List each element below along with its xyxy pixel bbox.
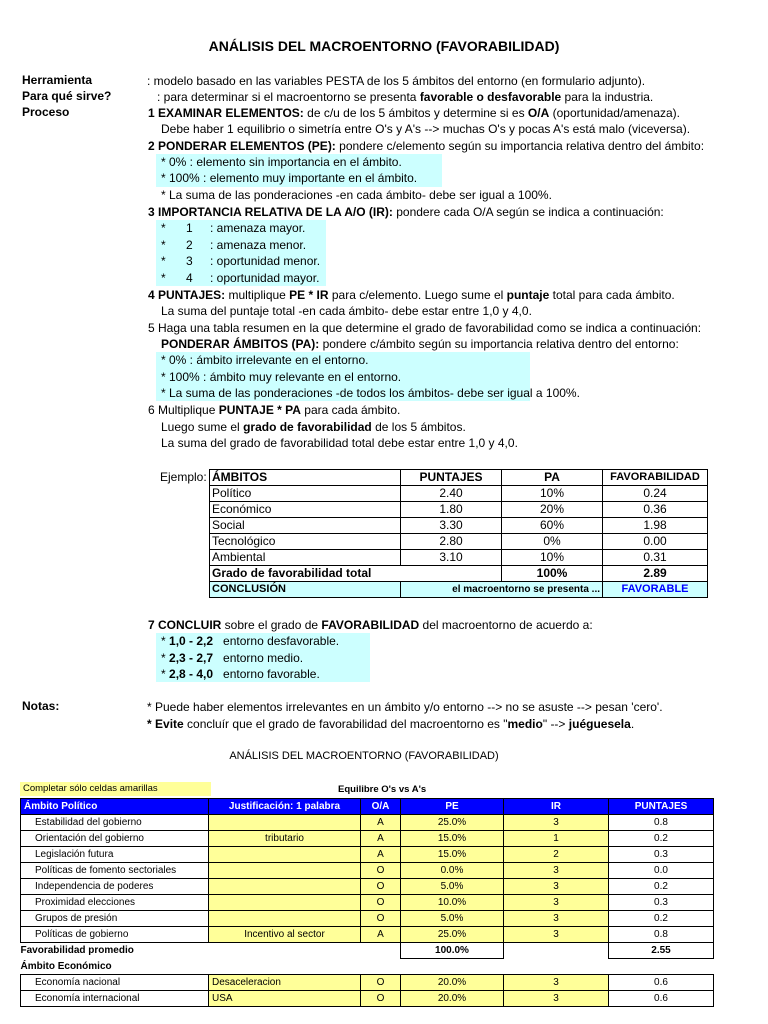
table-row bbox=[210, 518, 708, 534]
puntaje-cell: 0.2 bbox=[609, 831, 714, 847]
ir-cell[interactable]: 3 bbox=[504, 911, 609, 927]
cell: 1.80 bbox=[401, 502, 502, 518]
pe-cell[interactable]: 25.0% bbox=[401, 927, 504, 943]
cell: Tecnológico bbox=[210, 534, 401, 550]
element-name: Proximidad elecciones bbox=[21, 895, 209, 911]
completar-note: Completar sólo celdas amarillas bbox=[20, 782, 211, 796]
step7-line1: 7 CONCLUIR sobre el grado de FAVORABILIDAD del macroentorno de acuerdo a: bbox=[148, 618, 593, 632]
puntaje-cell: 0.2 bbox=[609, 911, 714, 927]
step1-line1: 1 EXAMINAR ELEMENTOS: de c/u de los 5 ámbitos y determine si es O/A (oportunidad/amenaza). bbox=[148, 106, 681, 120]
oa-cell[interactable]: O bbox=[361, 879, 401, 895]
step3-item-0: * 1 : amenaza mayor. bbox=[161, 221, 306, 235]
conclusion-label: CONCLUSIÓN bbox=[210, 582, 401, 598]
step3-item-1: * 2 : amenaza menor. bbox=[161, 238, 307, 252]
step1-line2: Debe haber 1 equilibrio o simetría entre O's y A's --> muchas O's y pocas A's está malo (viceversa). bbox=[161, 122, 691, 136]
ir-cell[interactable]: 3 bbox=[504, 879, 609, 895]
equilibre-note: Equilibre O's vs A's bbox=[338, 784, 427, 795]
puntaje-cell: 0.8 bbox=[609, 927, 714, 943]
header-puntajes: PUNTAJES bbox=[609, 799, 714, 815]
cell: Ambiental bbox=[210, 550, 401, 566]
header-pe: PE bbox=[401, 799, 504, 815]
herramienta-text: : modelo basado en las variables PESTA de los 5 ámbitos del entorno (en formulario adjunto). bbox=[147, 74, 646, 88]
example-total-row bbox=[210, 566, 708, 582]
ir-cell[interactable]: 3 bbox=[504, 975, 609, 991]
page-title: ANÁLISIS DEL MACROENTORNO (FAVORABILIDAD) bbox=[208, 38, 560, 54]
oa-cell[interactable]: O bbox=[361, 895, 401, 911]
justificacion-cell[interactable]: tributario bbox=[209, 831, 361, 847]
ir-cell[interactable]: 1 bbox=[504, 831, 609, 847]
element-name: Independencia de poderes bbox=[21, 879, 209, 895]
element-name: Estabilidad del gobierno bbox=[21, 815, 209, 831]
step2-note: * La suma de las ponderaciones -en cada ámbito- debe ser igual a 100%. bbox=[161, 188, 552, 202]
ejemplo-label: Ejemplo: bbox=[160, 470, 207, 484]
element-name: Economía internacional bbox=[21, 991, 209, 1007]
pe-cell[interactable]: 10.0% bbox=[401, 895, 504, 911]
cell: 20% bbox=[502, 502, 603, 518]
label-para-que: Para qué sirve? bbox=[22, 89, 112, 103]
ir-cell[interactable]: 3 bbox=[504, 895, 609, 911]
ir-cell[interactable]: 3 bbox=[504, 815, 609, 831]
cell: 2.40 bbox=[401, 486, 502, 502]
ambito-economico-label: Ámbito Económico bbox=[20, 961, 112, 972]
element-name: Legislación futura bbox=[21, 847, 209, 863]
oa-cell[interactable]: O bbox=[361, 991, 401, 1007]
example-header-pa: PA bbox=[502, 470, 603, 486]
pe-cell[interactable]: 5.0% bbox=[401, 911, 504, 927]
cell: 0.36 bbox=[603, 502, 708, 518]
total-pa: 100% bbox=[502, 566, 603, 582]
cell: Social bbox=[210, 518, 401, 534]
cell: 10% bbox=[502, 550, 603, 566]
justificacion-cell[interactable] bbox=[209, 911, 361, 927]
justificacion-cell[interactable]: Desaceleracion bbox=[209, 975, 361, 991]
step6-line1: 6 Multiplique PUNTAJE * PA para cada ámbito. bbox=[148, 403, 401, 417]
step5-line2: PONDERAR ÁMBITOS (PA): pondere c/ámbito según su importancia relativa dentro del entorno: bbox=[161, 337, 679, 351]
ir-cell[interactable]: 3 bbox=[504, 927, 609, 943]
example-header-favorabilidad: FAVORABILIDAD bbox=[603, 470, 708, 486]
para-que-text: : para determinar si el macroentorno se presenta favorable o desfavorable para la industria. bbox=[157, 90, 654, 104]
empty-cell bbox=[209, 943, 361, 959]
prom-puntaje: 2.55 bbox=[609, 943, 714, 959]
step5-item-0: * 0% : ámbito irrelevante en el entorno. bbox=[161, 353, 369, 367]
empty-cell bbox=[361, 943, 401, 959]
table-row bbox=[21, 895, 714, 911]
oa-cell[interactable]: O bbox=[361, 975, 401, 991]
element-name: Políticas de fomento sectoriales bbox=[21, 863, 209, 879]
label-notas: Notas: bbox=[22, 699, 60, 713]
table-row bbox=[21, 831, 714, 847]
element-name: Grupos de presión bbox=[21, 911, 209, 927]
puntaje-cell: 0.8 bbox=[609, 815, 714, 831]
economico-header-row bbox=[21, 959, 714, 975]
table-row bbox=[21, 815, 714, 831]
table-row bbox=[21, 911, 714, 927]
notas-line1: * Puede haber elementos irrelevantes en un ámbito y/o entorno --> no se asuste --> pesan 'cero'. bbox=[147, 700, 663, 714]
step4-line2: La suma del puntaje total -en cada ámbito- debe estar entre 1,0 y 4,0. bbox=[161, 304, 532, 318]
cell: 0% bbox=[502, 534, 603, 550]
pe-cell[interactable]: 20.0% bbox=[401, 975, 504, 991]
cell: 10% bbox=[502, 486, 603, 502]
justificacion-cell[interactable]: USA bbox=[209, 991, 361, 1007]
ambitos-table bbox=[20, 798, 714, 1007]
pe-cell[interactable]: 15.0% bbox=[401, 831, 504, 847]
step5-note: * La suma de las ponderaciones -de todos los ámbitos- debe ser igual a 100%. bbox=[161, 386, 580, 400]
step3-line1: 3 IMPORTANCIA RELATIVA DE LA A/O (IR): pondere cada O/A según se indica a continuación: bbox=[148, 205, 664, 219]
prom-label: Favorabilidad promedio bbox=[20, 945, 134, 957]
pe-cell[interactable]: 5.0% bbox=[401, 879, 504, 895]
example-header-puntajes: PUNTAJES bbox=[401, 470, 502, 486]
example-header-row bbox=[210, 470, 708, 486]
label-proceso: Proceso bbox=[22, 105, 70, 119]
cell: 0.00 bbox=[603, 534, 708, 550]
conclusion-text: el macroentorno se presenta ... bbox=[401, 582, 603, 598]
cell: Político bbox=[210, 486, 401, 502]
justificacion-cell[interactable] bbox=[209, 863, 361, 879]
oa-cell[interactable]: A bbox=[361, 815, 401, 831]
element-name: Políticas de gobierno bbox=[21, 927, 209, 943]
step6-line2: Luego sume el grado de favorabilidad de los 5 ámbitos. bbox=[161, 420, 466, 434]
notas-line2: * Evite concluír que el grado de favorabilidad del macroentorno es "medio" --> juéguesela. bbox=[147, 717, 635, 731]
example-table bbox=[209, 469, 708, 598]
cell: 60% bbox=[502, 518, 603, 534]
step7-item-0: * 1,0 - 2,2 entorno desfavorable. bbox=[161, 634, 340, 648]
step5-item-1: * 100% : ámbito muy relevante en el entorno. bbox=[161, 370, 402, 384]
justificacion-cell[interactable] bbox=[209, 879, 361, 895]
cell: 2.80 bbox=[401, 534, 502, 550]
table-row bbox=[210, 486, 708, 502]
header-oa: O/A bbox=[361, 799, 401, 815]
table-row bbox=[210, 502, 708, 518]
example-conclusion-row bbox=[210, 582, 708, 598]
element-name: Orientación del gobierno bbox=[21, 831, 209, 847]
cell: 0.31 bbox=[603, 550, 708, 566]
header-ir: IR bbox=[504, 799, 609, 815]
puntaje-cell: 0.6 bbox=[609, 991, 714, 1007]
table-row bbox=[210, 534, 708, 550]
table-row bbox=[21, 927, 714, 943]
table-row bbox=[210, 550, 708, 566]
puntaje-cell: 0.3 bbox=[609, 847, 714, 863]
header-row bbox=[21, 799, 714, 815]
justificacion-cell[interactable] bbox=[209, 895, 361, 911]
justificacion-cell[interactable]: Incentivo al sector bbox=[209, 927, 361, 943]
cell: 3.10 bbox=[401, 550, 502, 566]
header-ambito-politico: Ámbito Político bbox=[21, 799, 209, 815]
puntaje-cell: 0.2 bbox=[609, 879, 714, 895]
justificacion-cell[interactable] bbox=[209, 847, 361, 863]
total-label: Grado de favorabilidad total bbox=[210, 566, 502, 582]
cell: 0.24 bbox=[603, 486, 708, 502]
oa-cell[interactable]: O bbox=[361, 863, 401, 879]
table-row bbox=[21, 879, 714, 895]
label-herramienta: Herramienta bbox=[22, 73, 93, 87]
example-header-ambitos: ÁMBITOS bbox=[210, 470, 401, 486]
step4-line1: 4 PUNTAJES: multiplique PE * IR para c/elemento. Luego sume el puntaje total para cada ámbito. bbox=[148, 288, 675, 302]
oa-cell[interactable]: A bbox=[361, 847, 401, 863]
justificacion-cell[interactable] bbox=[209, 815, 361, 831]
step3-item-2: * 3 : oportunidad menor. bbox=[161, 254, 321, 268]
step6-line3: La suma del grado de favorabilidad total debe estar entre 1,0 y 4,0. bbox=[161, 436, 518, 450]
oa-cell[interactable]: A bbox=[361, 927, 401, 943]
empty-cell bbox=[504, 943, 609, 959]
oa-cell[interactable]: A bbox=[361, 831, 401, 847]
element-name: Economía nacional bbox=[21, 975, 209, 991]
puntaje-cell: 0.0 bbox=[609, 863, 714, 879]
step2-item-0: * 0% : elemento sin importancia en el ámbito. bbox=[161, 155, 402, 169]
section-title: ANÁLISIS DEL MACROENTORNO (FAVORABILIDAD) bbox=[229, 750, 499, 762]
oa-cell[interactable]: O bbox=[361, 911, 401, 927]
table-row bbox=[21, 847, 714, 863]
header-justificacion: Justificación: 1 palabra bbox=[209, 799, 361, 815]
conclusion-value: FAVORABLE bbox=[603, 582, 708, 598]
total-fav: 2.89 bbox=[603, 566, 708, 582]
prom-pe: 100.0% bbox=[401, 943, 504, 959]
pe-cell[interactable]: 25.0% bbox=[401, 815, 504, 831]
ir-cell[interactable]: 2 bbox=[504, 847, 609, 863]
pe-cell[interactable]: 0.0% bbox=[401, 863, 504, 879]
step2-item-1: * 100% : elemento muy importante en el ámbito. bbox=[161, 171, 418, 185]
ir-cell[interactable]: 3 bbox=[504, 863, 609, 879]
pe-cell[interactable]: 20.0% bbox=[401, 991, 504, 1007]
step3-item-3: * 4 : oportunidad mayor. bbox=[161, 271, 320, 285]
puntaje-cell: 0.3 bbox=[609, 895, 714, 911]
table-row bbox=[21, 863, 714, 879]
table-row bbox=[21, 975, 714, 991]
cell: 1.98 bbox=[603, 518, 708, 534]
step2-line1: 2 PONDERAR ELEMENTOS (PE): pondere c/elemento según su importancia relativa dentro del ámbito: bbox=[148, 139, 705, 153]
ir-cell[interactable]: 3 bbox=[504, 991, 609, 1007]
table-row bbox=[21, 991, 714, 1007]
cell: 3.30 bbox=[401, 518, 502, 534]
pe-cell[interactable]: 15.0% bbox=[401, 847, 504, 863]
step5-line1: 5 Haga una tabla resumen en la que determine el grado de favorabilidad como se indica a continuación: bbox=[148, 321, 702, 335]
step7-item-1: * 2,3 - 2,7 entorno medio. bbox=[161, 651, 304, 665]
cell: Económico bbox=[210, 502, 401, 518]
puntaje-cell: 0.6 bbox=[609, 975, 714, 991]
favorabilidad-promedio-row bbox=[21, 943, 714, 959]
step7-item-2: * 2,8 - 4,0 entorno favorable. bbox=[161, 667, 320, 681]
